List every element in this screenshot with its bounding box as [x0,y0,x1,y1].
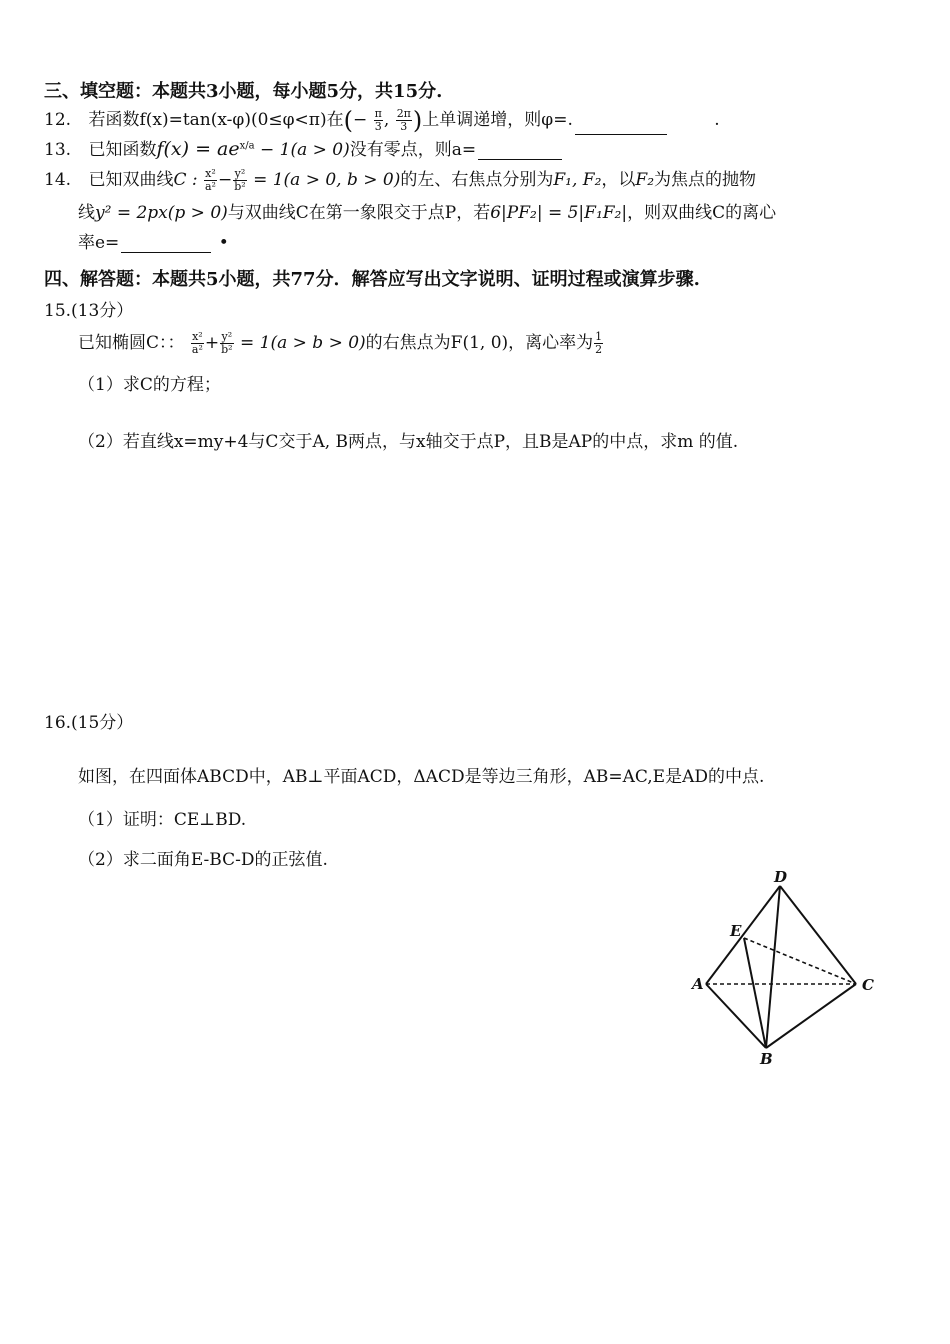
q15-stem [78,328,604,356]
q15-part-1: （1）求C的方程； [78,375,221,395]
q14-bullet: • [218,233,229,253]
q13-function-expr: f(x) = ae [156,138,240,160]
q15-stem-post: 的右焦点为F(1, 0)，离心率为 [365,333,594,353]
q12-minus: − [352,110,368,130]
q14-text-g: ，则双曲线C的离心 [627,203,777,223]
q15-frac-half: $\frac{1}{2}$ [595,330,603,356]
q14-text-f: 与双曲线C在第一象限交于点P，若 [227,203,491,223]
question-12: 12. 若函数f(x)=tan(x-φ)(0≤φ<π)在(− $\frac{\pi}{3}$ , $\frac{2\pi}{3}$ )上单调递增，则φ=. . [44,106,720,135]
edge-DB [766,886,780,1048]
section-3-heading: 三、填空题：本题共3小题，每小题5分，共15分. [44,81,443,102]
q14-text-c: ，以 [601,170,636,190]
q14-number: 14. [44,170,72,190]
label-A: A [692,975,704,993]
q12-trailing-dot: . [714,110,720,130]
q14-parabola: y² = 2px(p > 0) [95,203,228,223]
label-C: C [862,976,874,994]
label-D: D [774,868,788,886]
q14-equals-one: = 1 [253,170,284,190]
edge-DA [706,886,780,984]
q15-frac-x2-a2: $\frac{\text{x²}}{\text{a²}}$ [191,330,203,356]
q14-text-e: 线 [78,203,95,223]
label-E: E [730,922,742,940]
q12-number: 12. [44,110,72,130]
q15-equals-one: = 1 [240,333,271,353]
q13-exponent: x/a [239,140,255,152]
q13-condition: (a > 0) [290,140,350,160]
q14-frac-y2-b2: $\frac{\text{y²}}{\text{b²}}$ [234,167,246,193]
q12-frac-2pi-3: $\frac{2\pi}{3}$ [396,107,411,133]
edge-DC [780,886,856,984]
q14-text-b: 的左、右焦点分别为 [400,170,554,190]
q15-plus: + [204,333,220,353]
q12-post-text: 上单调递增，则φ=. [422,110,573,130]
q13-pre-text: 已知函数 [88,140,157,160]
q15-condition: (a > b > 0) [270,333,366,353]
q14-foci: F₁, F₂ [553,170,602,190]
question-14-line-3 [78,228,229,253]
section-4-heading: 四、解答题：本题共5小题，共77分．解答应写出文字说明、证明过程或演算步骤. [44,269,700,290]
q14-f2: F₂ [635,170,655,190]
q15-stem-pre: 已知椭圆C：： [78,333,185,353]
q14-ratio: 6|PF₂| = 5|F₁F₂| [490,203,628,223]
q13-number: 13. [44,140,72,160]
tetrahedron-figure [680,868,890,1068]
q16-part-1: （1）证明：CE⊥BD. [78,810,247,830]
question-14-line-1 [44,165,756,193]
q16-header: 16.(15分） [44,713,134,733]
q15-frac-y2-b2: $\frac{\text{y²}}{\text{b²}}$ [221,330,233,356]
q14-curve-name: C : [173,170,198,190]
q14-text-h: 率e= [78,233,120,253]
edge-AB [706,984,766,1048]
q15-part-2: （2）若直线x=my+4与C交于A, B两点，与x轴交于点P，且B是AP的中点，求m 的值. [78,432,739,452]
q12-answer-blank[interactable] [575,116,667,135]
q14-frac-x2-a2: $\frac{\text{x²}}{\text{a²}}$ [205,167,216,193]
q14-text-a: 已知双曲线 [88,170,174,190]
q16-stem: 如图，在四面体ABCD中，AB⊥平面ACD，ΔACD是等边三角形，AB=AC,E是AD的中点. [78,767,765,787]
q14-condition: (a > 0, b > 0) [283,170,401,190]
question-14-line-2 [78,198,776,223]
q14-answer-blank[interactable] [121,234,211,253]
segment-EB [744,938,766,1048]
edge-CB [766,984,856,1048]
label-B: B [760,1050,773,1068]
q16-part-2: （2）求二面角E-BC-D的正弦值. [78,850,328,870]
q13-minus-one: − 1 [260,140,291,160]
q14-minus: − [217,170,233,190]
q13-answer-blank[interactable] [478,141,562,160]
q15-header: 15.(13分） [44,301,134,321]
q14-text-d: 为焦点的抛物 [654,170,757,190]
q13-post-text: 没有零点，则a= [349,140,477,160]
q12-frac-pi-3: $\frac{\pi}{3}$ [374,107,382,133]
q12-pre-text: 若函数f(x)=tan(x-φ)(0≤φ<π)在 [88,110,344,130]
question-13 [44,135,564,160]
